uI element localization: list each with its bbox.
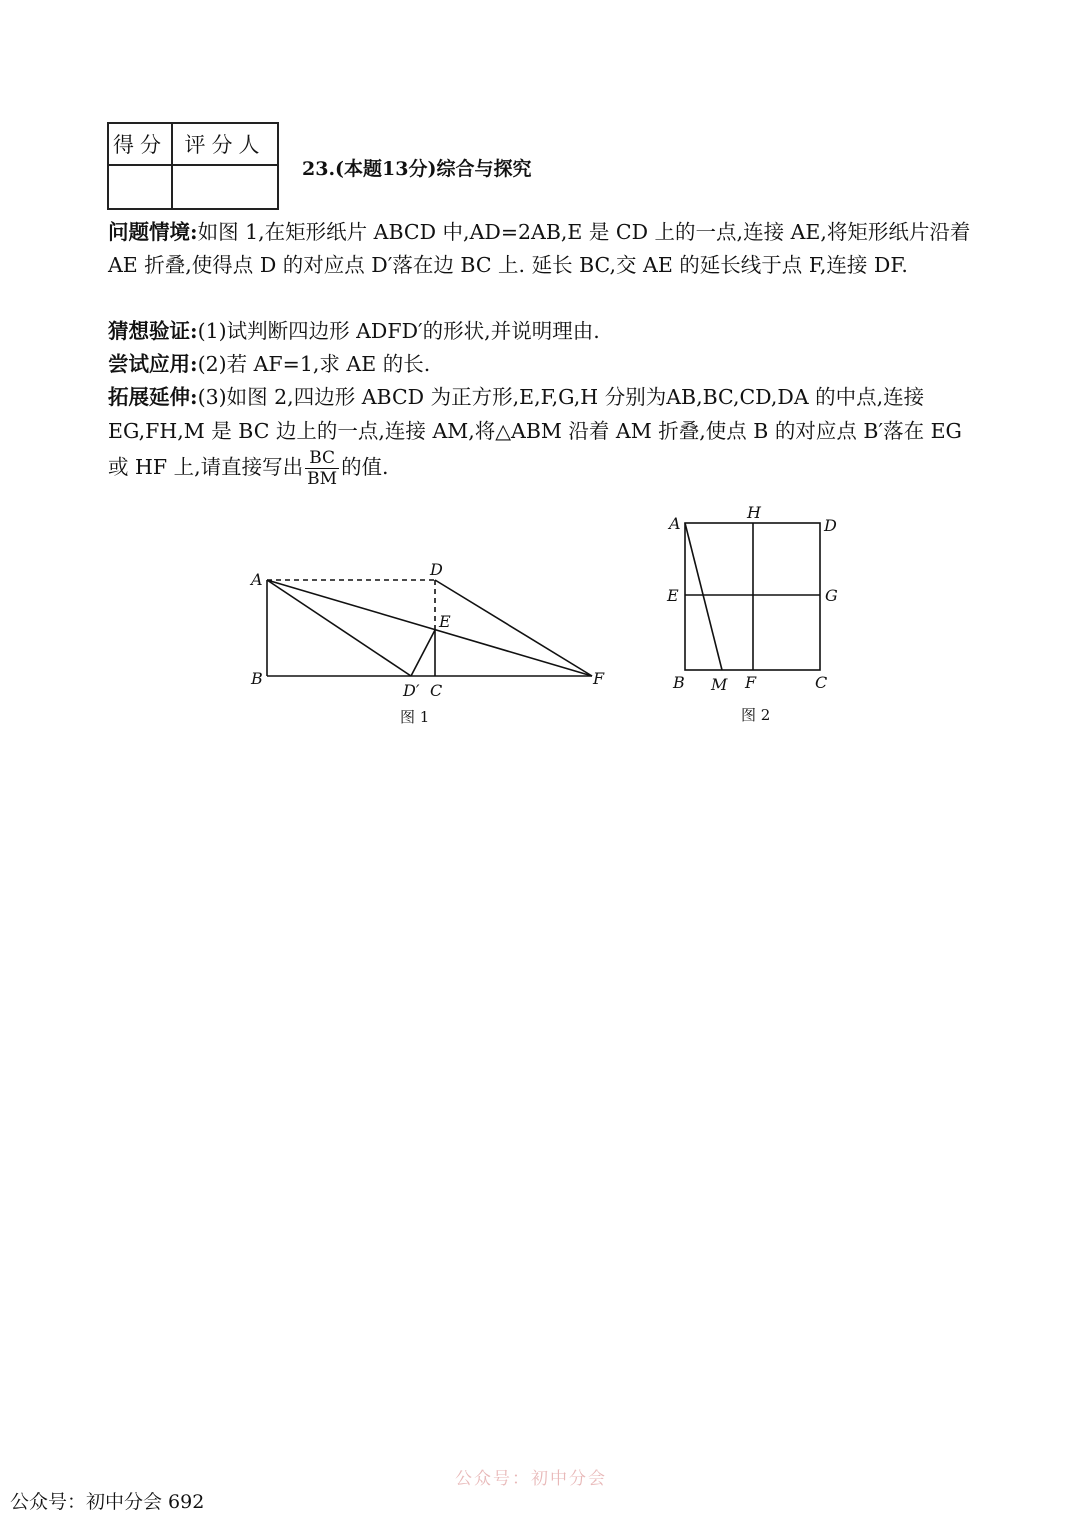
part1-text: (1)试判断四边形 ADFD′的形状,并说明理由. bbox=[197, 319, 600, 343]
score-header: 得分 bbox=[108, 123, 172, 165]
part2 bbox=[108, 348, 988, 381]
fig2-label-f: F bbox=[745, 673, 757, 692]
fig2-caption: 图 2 bbox=[741, 706, 771, 724]
part1 bbox=[108, 315, 988, 348]
fig1-label-a: A bbox=[251, 570, 263, 589]
part1-label: 猜想验证: bbox=[108, 319, 198, 343]
fraction-denominator: BM bbox=[307, 469, 338, 489]
fig2-label-c: C bbox=[815, 673, 828, 692]
watermark-left: 公众号：初中分会 692 bbox=[10, 1491, 205, 1513]
part3-text: (3)如图 2,四边形 ABCD 为正方形,E,F,G,H 分别为AB,BC,CD,DA 的中点,连接 EG,FH,M 是 BC 边上的一点,连接 AM,将△ABM 沿着 AM 折叠,使点 B 的对应点 B′落在 EG 或 HF 上,请直接写出 bbox=[108, 385, 962, 479]
fig2-segment-am bbox=[685, 523, 722, 670]
part2-label: 尝试应用: bbox=[108, 352, 198, 376]
grader-cell bbox=[172, 165, 278, 209]
problem-label: 问题情境: bbox=[108, 220, 198, 244]
fig2-label-a: A bbox=[669, 514, 681, 533]
figure-1 bbox=[245, 560, 625, 730]
problem-context bbox=[108, 216, 988, 282]
fraction-numerator: BC bbox=[305, 448, 339, 469]
figure-2 bbox=[665, 505, 865, 725]
fig1-segment-df bbox=[435, 580, 592, 676]
watermark-center: 公众号：初中分会 bbox=[455, 1469, 607, 1489]
part3 bbox=[108, 380, 988, 489]
fig2-label-m: M bbox=[711, 675, 728, 694]
fig1-label-c: C bbox=[430, 681, 443, 700]
fig1-segment-ad-prime-e bbox=[411, 630, 435, 676]
score-table bbox=[107, 122, 279, 210]
part3-tail: 的值. bbox=[341, 455, 389, 479]
part3-label: 拓展延伸: bbox=[108, 385, 198, 409]
fig1-label-e: E bbox=[439, 612, 451, 631]
question-title: 23.(本题13分)综合与探究 bbox=[302, 158, 532, 180]
grader-header: 评分人 bbox=[172, 123, 278, 165]
fig1-label-d-prime: D′ bbox=[403, 681, 420, 700]
fig2-label-e: E bbox=[667, 586, 679, 605]
fig1-caption: 图 1 bbox=[400, 708, 430, 726]
problem-text: 如图 1,在矩形纸片 ABCD 中,AD=2AB,E 是 CD 上的一点,连接 AE,将矩形纸片沿着 AE 折叠,使得点 D 的对应点 D′落在边 BC 上. 延长 BC,交 AE 的延长线于点 F,连接 DF. bbox=[108, 220, 971, 277]
fraction-bc-bm bbox=[305, 448, 339, 489]
fig1-label-d: D bbox=[430, 560, 443, 579]
score-cell bbox=[108, 165, 172, 209]
fig1-label-b: B bbox=[251, 669, 263, 688]
fig2-label-b: B bbox=[673, 673, 685, 692]
fig1-label-f: F bbox=[593, 669, 605, 688]
fig1-segment-af bbox=[267, 580, 592, 676]
fig1-segment-ad-prime bbox=[267, 580, 411, 676]
fig2-label-g: G bbox=[825, 586, 838, 605]
part2-text: (2)若 AF=1,求 AE 的长. bbox=[197, 352, 431, 376]
fig2-label-h: H bbox=[747, 503, 761, 522]
fig2-label-d: D bbox=[824, 516, 837, 535]
